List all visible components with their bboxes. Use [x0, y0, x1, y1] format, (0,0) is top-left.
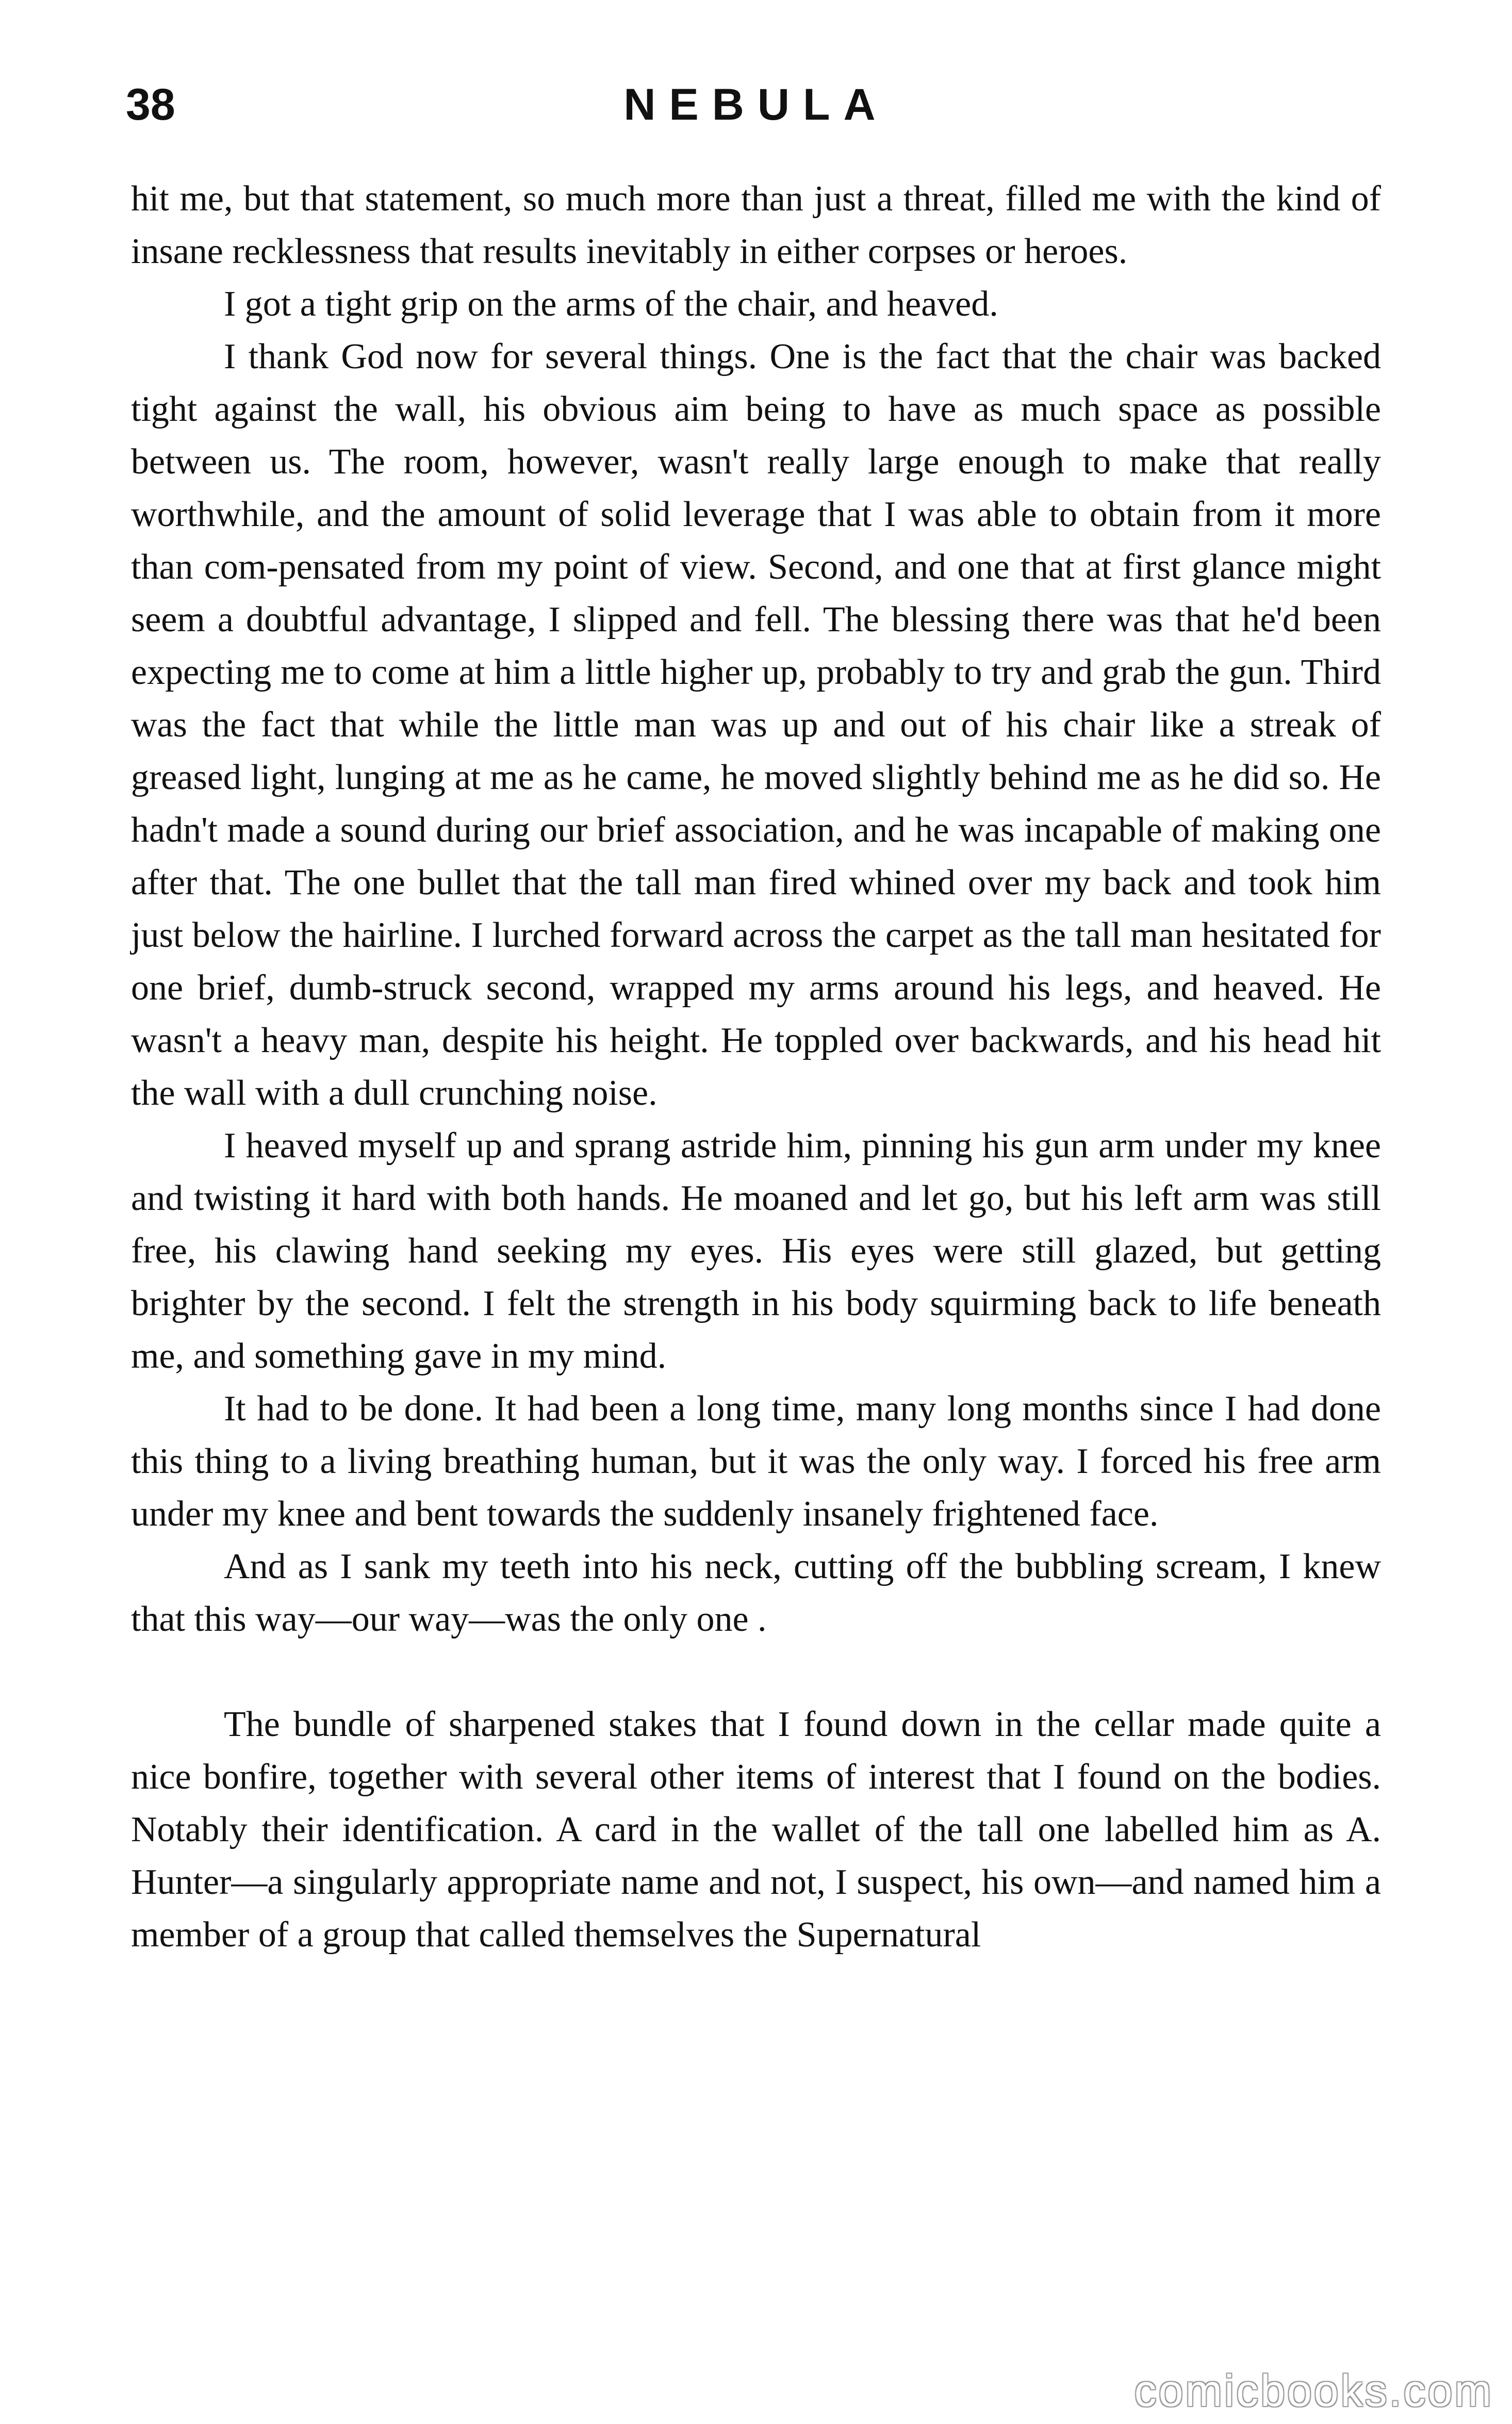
paragraph-grip-chair: I got a tight grip on the arms of the chair, and heaved. [224, 284, 998, 324]
page-number: 38 [126, 80, 175, 129]
page-body [131, 173, 1381, 1961]
paragraph-teeth: And as I sank my teeth into his neck, cutting off the bubbling scream, I knew that this way—our way—was the only one . [131, 1547, 1381, 1639]
paragraph-had-to-be-done: It had to be done. It had been a long time, many long months since I had done this thing to a living breathing human, but it was the only way. I forced his free arm under my knee and bent towards the suddenly insanely frightened face. [131, 1389, 1381, 1534]
paragraph-thank-god: I thank God now for several things. One is the fact that the chair was backed tight against the wall, his obvious aim being to have as much space as possible between us. The room, however, wasn't really large enough to make that really worthwhile, and the amount of solid leverage that I was able to obtain from it more than com-pensated from my point of view. Second, and one that at first glance might seem a doubtful advantage, I slipped and fell. The blessing there was that he'd been expecting me to come at him a little higher up, probably to try and grab the gun. Third was the fact that while the little man was up and out of his chair like a streak of greased light, lunging at me as he came, he moved slightly behind me as he did so. He hadn't made a sound during our brief association, and he was incapable of making one after that. The one bullet that the tall man fired whined over my back and took him just below the hairline. I lurched forward across the carpet as the tall man hesitated for one brief, dumb-struck second, wrapped my arms around his legs, and heaved. He wasn't a heavy man, despite his height. He toppled over backwards, and his head hit the wall with a dull crunching noise. [131, 337, 1381, 1113]
watermark-logo: comicbooks.com [1134, 2366, 1493, 2416]
paragraph-stakes-bonfire: The bundle of sharpened stakes that I found down in the cellar made quite a nice bonfire, together with several other items of interest that I found on the bodies. Notably their identification. A card in the wallet of the tall one labelled him as A. Hunter—a singularly appropriate name and not, I suspect, his own—and named him a member of a group that called themselves the Supernatural [131, 1705, 1381, 1955]
paragraph-continuation: hit me, but that statement, so much more than just a threat, filled me with the kind of insane recklessness that results inevitably in either corpses or heroes. [131, 179, 1381, 271]
running-head-title: NEBULA [623, 80, 889, 129]
page-header [126, 66, 1387, 143]
paragraph-astride: I heaved myself up and sprang astride him, pinning his gun arm under my knee and twisting it hard with both hands. He moaned and let go, but his left arm was still free, his clawing hand seeking my eyes. His eyes were still glazed, but getting brighter by the second. I felt the strength in his body squirming back to life beneath me, and something gave in my mind. [131, 1126, 1381, 1376]
